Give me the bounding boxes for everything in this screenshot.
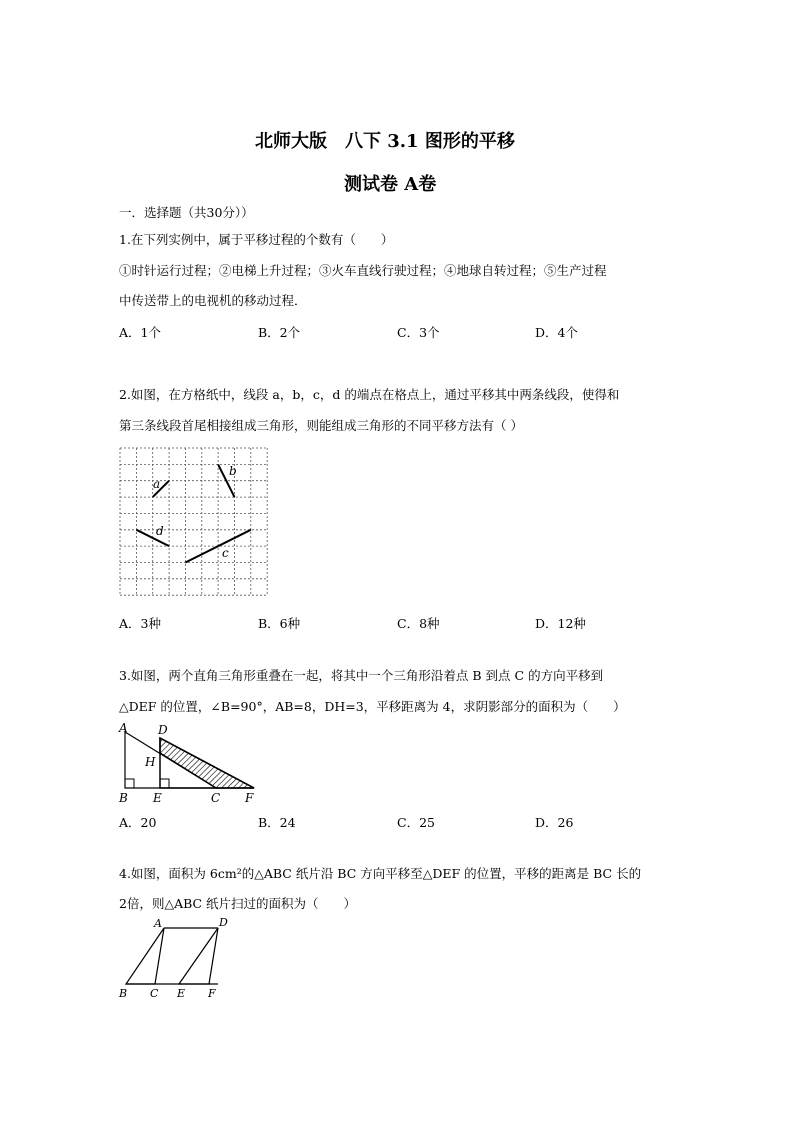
label-H: H xyxy=(145,755,156,769)
section-heading: 一．选择题（共30分）） xyxy=(119,205,254,220)
label-F: F xyxy=(208,987,216,1000)
label-B: B xyxy=(119,791,128,805)
doc-title: 北师大版 八下 3.1 图形的平移 xyxy=(255,131,515,152)
q1-stem: 1.在下列实例中，属于平移过程的个数有（ ） xyxy=(119,232,394,247)
q4-stem-line2: 2倍，则△ABC 纸片扫过的面积为（ ） xyxy=(119,896,357,911)
label-A: A xyxy=(154,917,162,930)
q2-option-b: B．6种 xyxy=(258,616,301,631)
q2-grid-figure xyxy=(118,446,272,598)
q1-option-b: B．2个 xyxy=(258,325,301,340)
label-C: C xyxy=(150,987,159,1000)
q2-option-c: C．8种 xyxy=(397,616,440,631)
label-E: E xyxy=(177,987,186,1000)
label-c: c xyxy=(222,546,229,560)
q1-body-line1: ①时针运行过程；②电梯上升过程；③火车直线行驶过程；④地球自转过程；⑤生产过程 xyxy=(119,263,607,278)
doc-subtitle: 测试卷 A卷 xyxy=(344,174,437,195)
label-a: a xyxy=(153,477,161,491)
triangle-def xyxy=(179,928,218,984)
q3-stem-line1: 3.如图，两个直角三角形重叠在一起，将其中一个三角形沿着点 B 到点 C 的方向平移到 xyxy=(119,668,604,683)
q4-translation-figure xyxy=(112,914,242,1004)
q2-option-d: D．12种 xyxy=(535,616,586,631)
label-E: E xyxy=(153,791,162,805)
q3-stem-line2: △DEF 的位置，∠B=90°，AB=8，DH=3，平移距离为 4，求阴影部分的面积为（ ） xyxy=(119,699,626,714)
q3-option-c: C．25 xyxy=(397,815,435,830)
q3-option-d: D．26 xyxy=(535,815,574,830)
q3-triangles-figure xyxy=(110,718,270,808)
q2-stem-line1: 2.如图，在方格纸中，线段 a，b，c，d 的端点在格点上，通过平移其中两条线段，使得和 xyxy=(119,387,620,402)
q1-option-c: C．3个 xyxy=(397,325,440,340)
q1-option-d: D．4个 xyxy=(535,325,578,340)
q3-option-a: A．20 xyxy=(119,815,157,830)
grid-lines xyxy=(120,448,267,595)
q2-stem-line2: 第三条线段首尾相接组成三角形，则能组成三角形的不同平移方法有（ ） xyxy=(119,418,523,433)
label-d: d xyxy=(156,524,164,538)
label-D: D xyxy=(158,723,168,737)
label-b: b xyxy=(229,464,237,478)
right-angle-e xyxy=(160,779,169,788)
label-F: F xyxy=(245,791,254,805)
q4-stem-line1: 4.如图，面积为 6cm²的△ABC 纸片沿 BC 方向平移至△DEF 的位置，平移的距离是 BC 长的 xyxy=(119,866,642,881)
right-angle-b xyxy=(125,779,134,788)
label-C: C xyxy=(211,791,221,805)
triangle-abc xyxy=(126,928,164,984)
label-D: D xyxy=(219,916,228,929)
q2-option-a: A．3种 xyxy=(119,616,161,631)
q1-body-line2: 中传送带上的电视机的移动过程． xyxy=(119,293,307,308)
q3-option-b: B．24 xyxy=(258,815,296,830)
label-B: B xyxy=(119,987,128,1000)
q1-option-a: A．1个 xyxy=(119,325,161,340)
label-A: A xyxy=(119,721,128,735)
